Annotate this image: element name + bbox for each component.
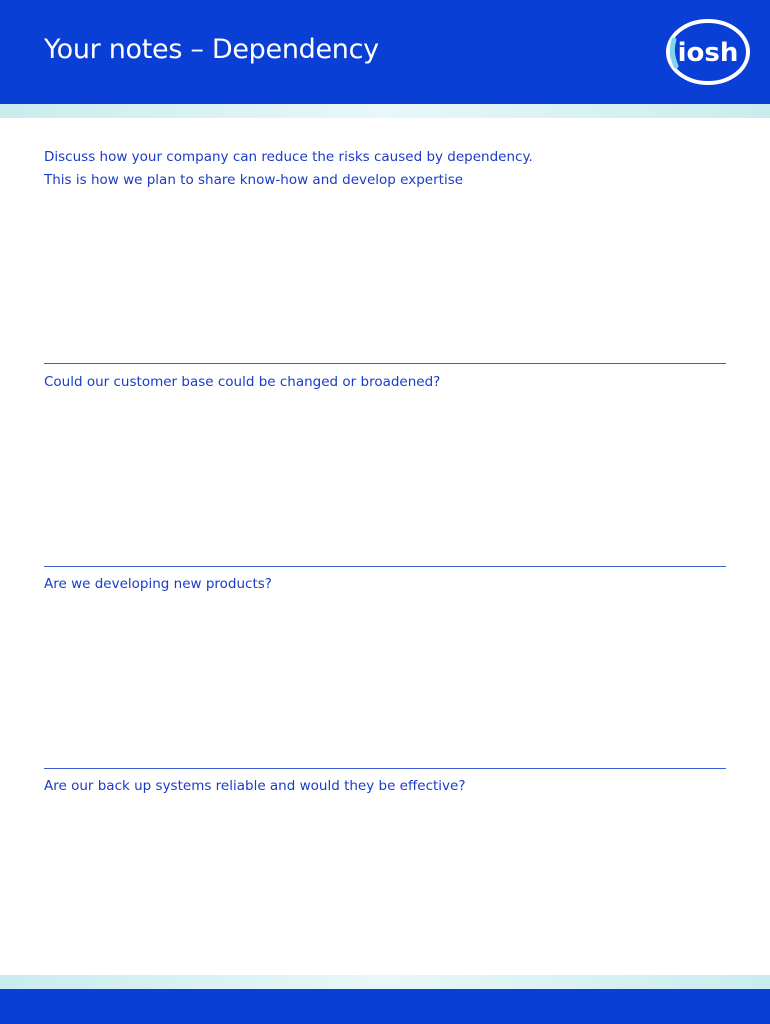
- logo-text: iosh: [677, 38, 739, 68]
- section-1-line-2: This is how we plan to share know-how and develop expertise: [44, 172, 464, 188]
- page-title: Your notes – Dependency: [44, 34, 379, 65]
- section-4-line-1: Are our back up systems reliable and would they be effective?: [44, 778, 466, 794]
- divider-2: [44, 566, 726, 567]
- section-3-line-1: Are we developing new products?: [44, 576, 272, 592]
- divider-3: [44, 768, 726, 769]
- bottom-accent-stripe: [0, 975, 770, 989]
- footer-banner: [0, 989, 770, 1024]
- header-banner: [0, 0, 770, 104]
- section-4-question: [44, 775, 734, 798]
- divider-1: [44, 363, 726, 364]
- section-1-line-1: Discuss how your company can reduce the risks caused by dependency.: [44, 149, 533, 165]
- top-accent-stripe: [0, 104, 770, 118]
- section-3-question: [44, 573, 734, 596]
- iosh-logo: [664, 18, 752, 86]
- section-1-question: [44, 146, 734, 192]
- section-2-question: [44, 371, 734, 394]
- section-2-line-1: Could our customer base could be changed or broadened?: [44, 374, 441, 390]
